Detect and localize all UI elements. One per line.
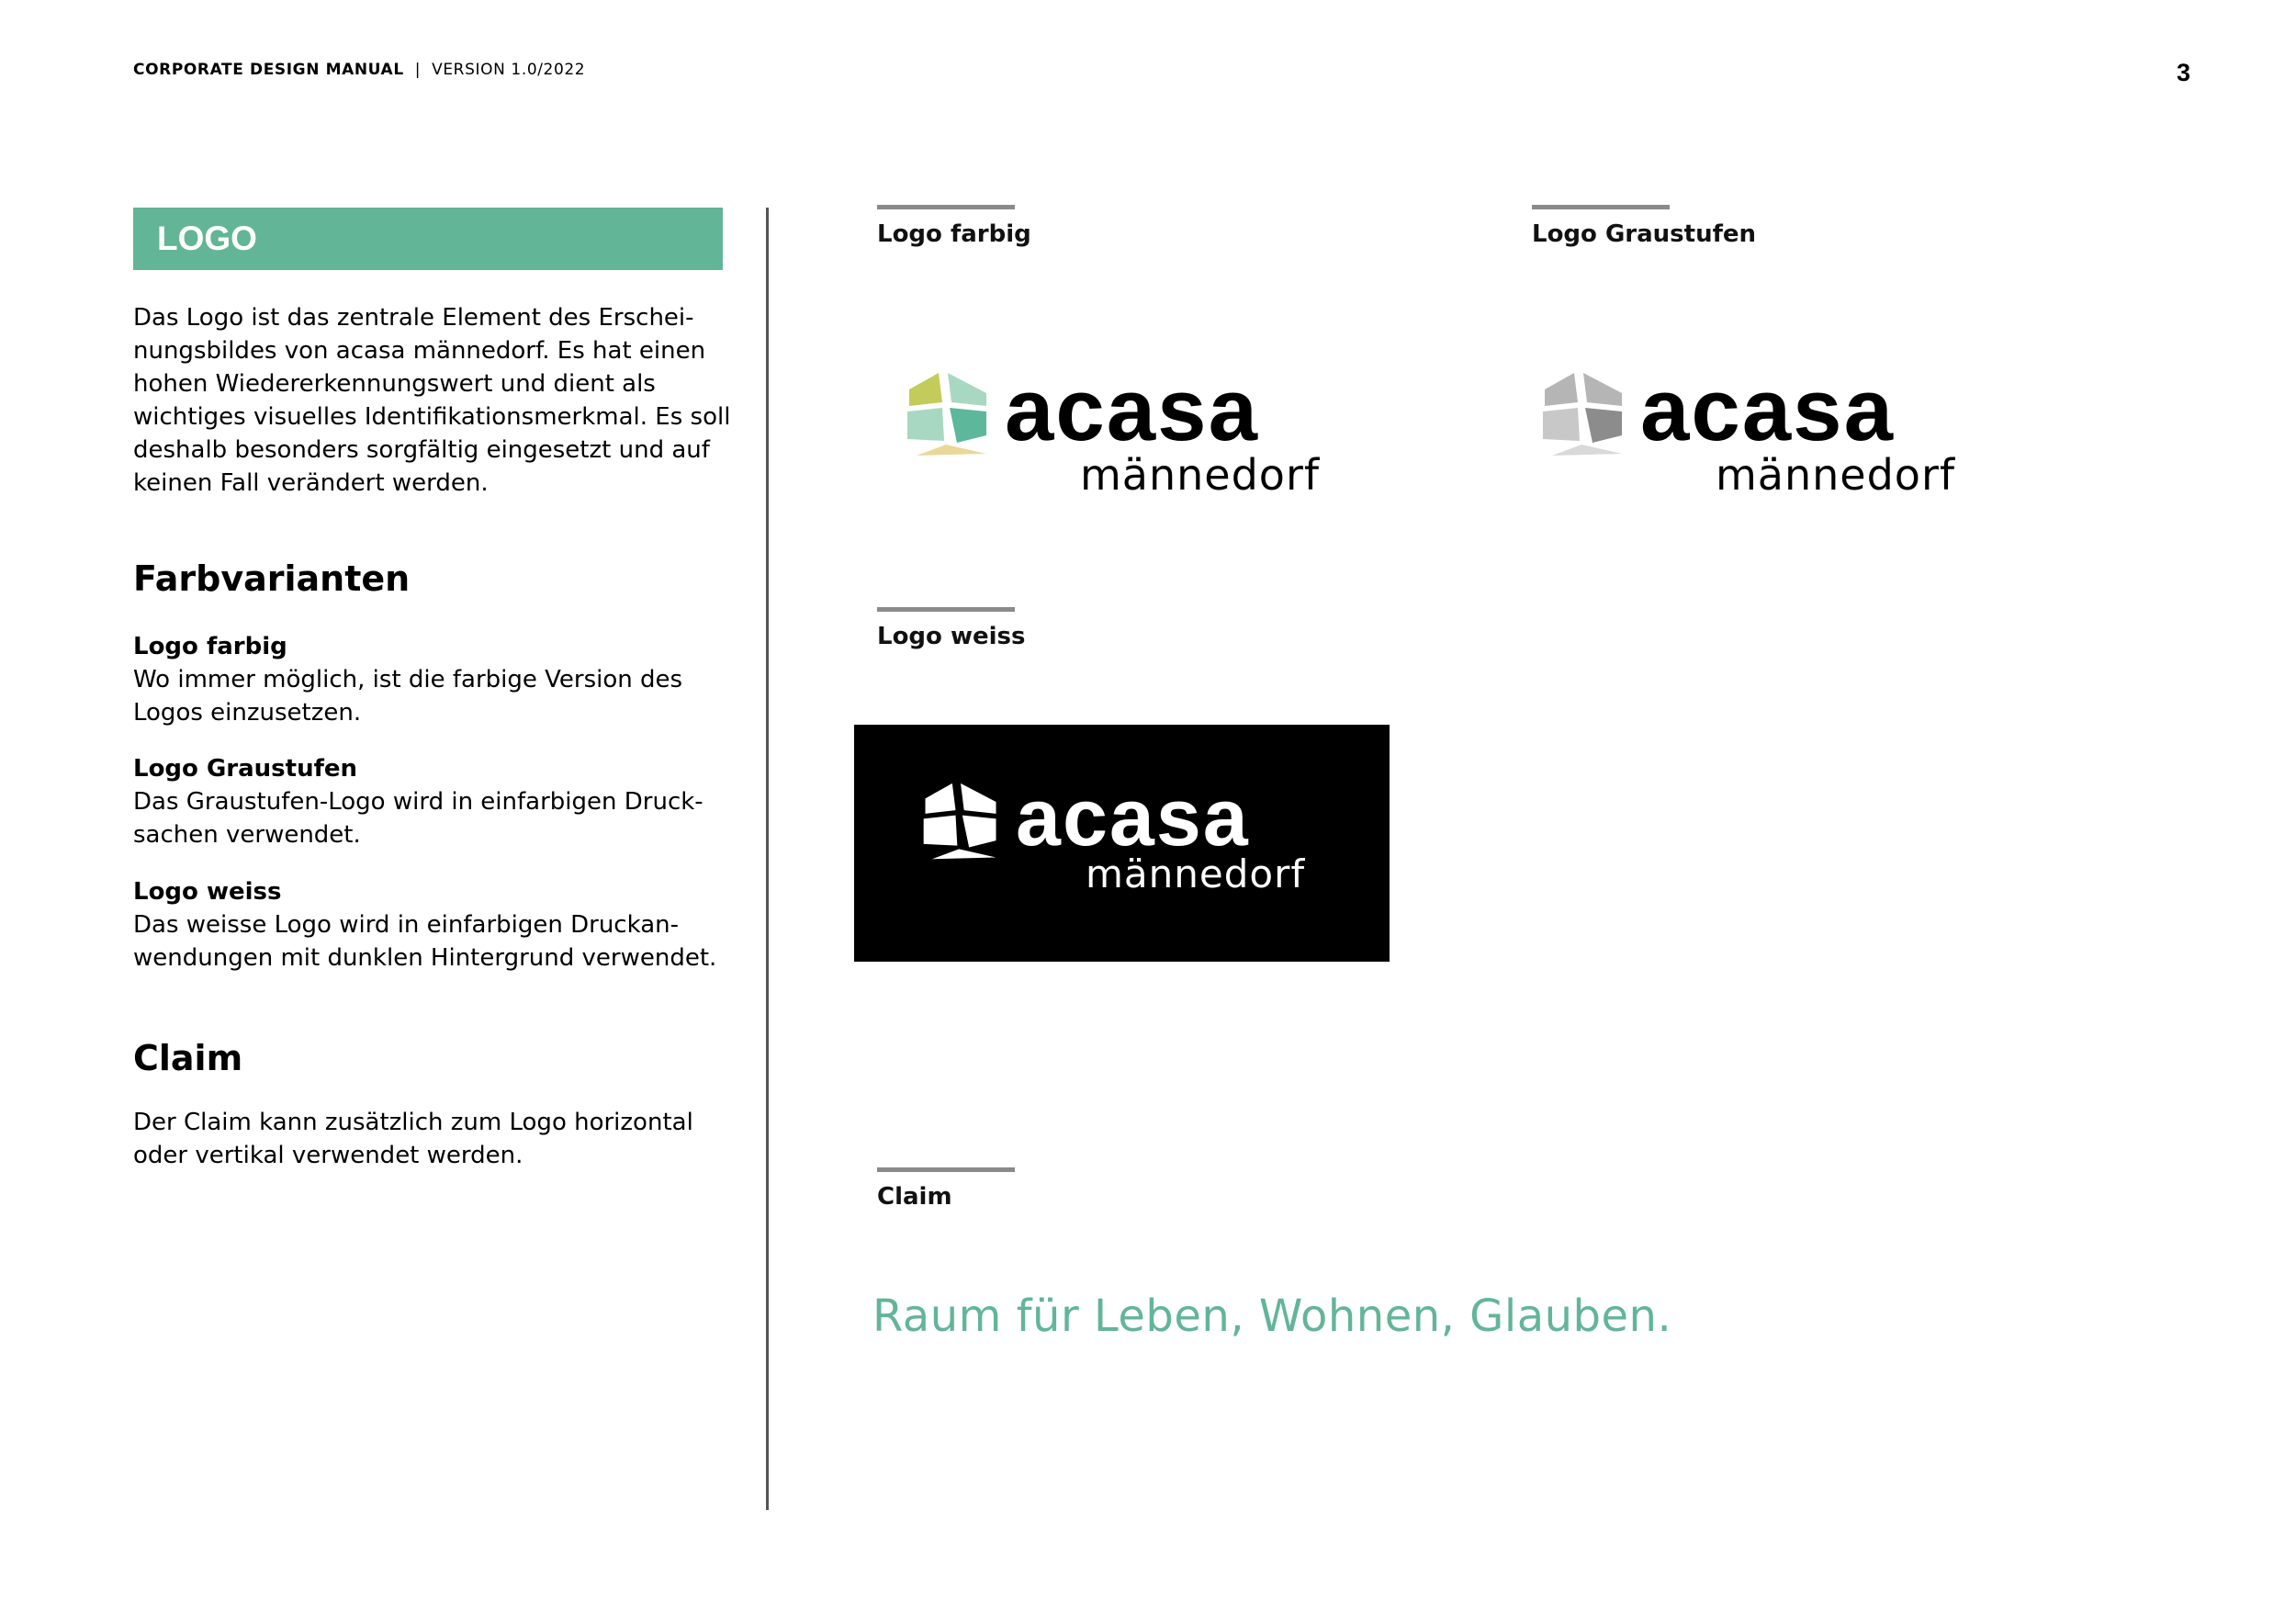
logo-wordmark: acasa: [1005, 361, 1259, 459]
page-header: [133, 61, 585, 79]
label-text: Logo farbig: [877, 220, 1031, 248]
label-logo-weiss: [877, 607, 1025, 650]
claim-line: Raum für Leben, Wohnen, Glauben.: [872, 1291, 1672, 1342]
label-bar: [877, 607, 1015, 612]
logo-white-panel: [854, 725, 1390, 962]
logo-subline: männedorf: [1086, 851, 1306, 896]
claim-heading: Claim: [133, 1038, 243, 1078]
farbvarianten-heading: Farbvarianten: [133, 558, 411, 599]
label-logo-farbig: [877, 205, 1031, 248]
label-text: Logo weiss: [877, 623, 1026, 650]
house-mark-icon: [904, 371, 992, 459]
column-divider: [766, 208, 769, 1510]
logo-wordmark: acasa: [1016, 772, 1250, 862]
variant-description: Das weisse Logo wird in einfarbigen Druckan-wendungen mit dunklen Hintergrund verwendet.: [133, 911, 717, 972]
label-claim: [877, 1167, 1015, 1211]
label-text: Logo Graustufen: [1532, 220, 1757, 248]
house-mark-icon: [920, 780, 1001, 864]
label-bar: [1532, 205, 1670, 209]
variant-title: Logo Graustufen: [133, 755, 358, 783]
label-bar: [877, 1167, 1015, 1172]
label-bar: [877, 205, 1015, 209]
variant-title: Logo farbig: [133, 633, 287, 660]
variant-description: Wo immer möglich, ist die farbige Version des Logos einzusetzen.: [133, 666, 683, 727]
variant-description: Das Graustufen-Logo wird in einfarbigen Druck-sachen verwendet.: [133, 788, 703, 849]
label-logo-graustufen: [1532, 205, 1756, 248]
page-number: 3: [2177, 59, 2191, 86]
house-mark-icon: [1539, 371, 1627, 459]
label-text: Claim: [877, 1183, 952, 1211]
logo-color: [904, 361, 1381, 505]
manual-title: CORPORATE DESIGN MANUAL: [133, 61, 404, 79]
header-separator: |: [414, 61, 422, 79]
variant-title: Logo weiss: [133, 878, 282, 906]
logo-grayscale: [1539, 361, 2017, 505]
version-label: VERSION 1.0/2022: [432, 61, 586, 79]
logo-subline: männedorf: [1716, 450, 1956, 500]
variant-weiss: [133, 875, 739, 975]
logo-wordmark: acasa: [1640, 361, 1895, 459]
logo-subline: männedorf: [1080, 450, 1321, 500]
variant-farbig: [133, 630, 739, 729]
claim-description: Der Claim kann zusätzlich zum Logo horizontal oder vertikal verwendet werden.: [133, 1109, 693, 1169]
intro-paragraph: Das Logo ist das zentrale Element des Erschei-nungsbildes von acasa männedorf. Es hat einen hohen Wiedererkennungswert und dient als wichtiges visuelles Identifikationsmerkmal. Es soll deshalb besonders sorgfältig eingesetzt und auf keinen Fall verändert werden.: [133, 304, 731, 497]
variant-graustufen: [133, 752, 739, 851]
logo-white: [920, 772, 1343, 908]
section-banner: LOGO: [133, 208, 723, 270]
